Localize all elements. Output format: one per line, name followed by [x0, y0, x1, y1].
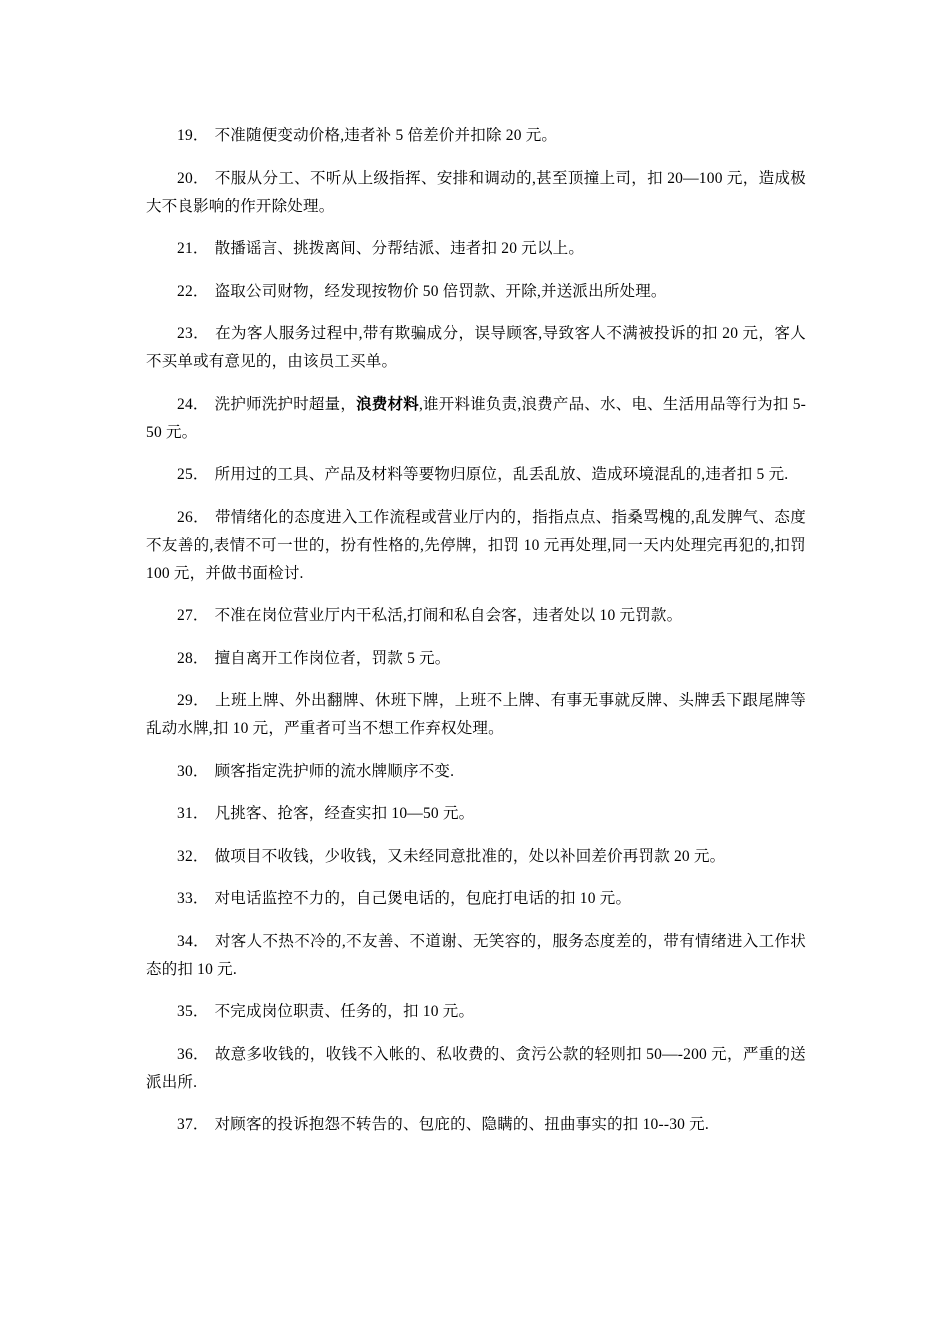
item-text: 对电话监控不力的，自己煲电话的，包庇打电话的扣 10 元。 — [214, 890, 632, 907]
item-number: 30． — [177, 762, 209, 780]
rule-item-29 — [146, 687, 806, 743]
document-body — [146, 122, 806, 1154]
rule-item-23 — [146, 320, 806, 376]
item-number: 29． — [177, 692, 210, 709]
rule-item-37 — [146, 1111, 806, 1139]
rule-item-36 — [146, 1041, 806, 1097]
rule-item-27 — [146, 602, 806, 630]
item-number: 20． — [177, 169, 209, 187]
item-number: 25． — [177, 466, 209, 483]
item-text: 上班上牌、外出翻牌、休班下牌，上班不上牌、有事无事就反牌、头牌丢下跟尾牌等乱动水牌,扣 10 元，严重者可当不想工作弃权处理。 — [146, 692, 806, 737]
item-number: 21． — [177, 240, 209, 257]
item-text: 对客人不热不冷的,不友善、不道谢、无笑容的，服务态度差的，带有情绪进入工作状态的扣 10 元. — [146, 932, 806, 978]
item-number: 22． — [177, 282, 209, 300]
item-number: 24． — [177, 395, 209, 413]
item-text: 不准随便变动价格,违者补 5 倍差价并扣除 20 元。 — [214, 127, 558, 144]
item-number: 26． — [177, 508, 209, 526]
item-text: 不准在岗位营业厅内干私活,打闹和私自会客，违者处以 10 元罚款。 — [214, 607, 683, 624]
item-number: 19． — [177, 127, 209, 144]
item-text: 做项目不收钱，少收钱，又未经同意批准的，处以补回差价再罚款 20 元。 — [214, 847, 726, 865]
item-number: 27． — [177, 607, 209, 624]
item-text: 带情绪化的态度进入工作流程或营业厅内的，指指点点、指桑骂槐的,乱发脾气、态度不友善的,表情不可一世的，扮有性格的,先停牌，扣罚 10 元再处理,同一天内处理完再犯的,扣罚 100 元，并做书面检讨. — [146, 508, 806, 582]
rule-item-19 — [146, 122, 806, 150]
item-number: 31． — [177, 805, 209, 822]
item-text: 擅自离开工作岗位者，罚款 5 元。 — [214, 649, 451, 667]
rule-item-25 — [146, 461, 806, 489]
item-number: 33． — [177, 890, 209, 907]
item-text: 盗取公司财物，经发现按物价 50 倍罚款、开除,并送派出所处理。 — [214, 282, 667, 300]
rule-item-28 — [146, 645, 806, 673]
rule-item-20 — [146, 165, 806, 221]
rule-item-35 — [146, 998, 806, 1026]
rule-item-22 — [146, 278, 806, 306]
item-number: 32． — [177, 847, 209, 865]
rule-item-31 — [146, 800, 806, 828]
rule-item-26 — [146, 504, 806, 588]
item-text: 在为客人服务过程中,带有欺骗成分，误导顾客,导致客人不满被投诉的扣 20 元，客人不买单或有意见的，由该员工买单。 — [146, 325, 806, 370]
item-number: 37． — [177, 1116, 209, 1133]
item-text: 散播谣言、挑拨离间、分帮结派、违者扣 20 元以上。 — [214, 240, 585, 257]
rule-item-24 — [146, 391, 806, 447]
rule-item-34 — [146, 928, 806, 984]
item-number: 28． — [177, 649, 209, 667]
rule-item-32 — [146, 843, 806, 871]
item-number: 36． — [177, 1045, 209, 1063]
item-number: 23． — [177, 325, 210, 342]
item-text-bold: 浪费材料 — [356, 395, 419, 413]
item-text: 不完成岗位职责、任务的，扣 10 元。 — [214, 1003, 475, 1020]
item-text: 不服从分工、不听从上级指挥、安排和调动的,甚至顶撞上司，扣 20—100 元，造成极大不良影响的作开除处理。 — [146, 169, 806, 215]
item-text-before: 洗护师洗护时超量， — [214, 395, 357, 413]
rule-item-33 — [146, 885, 806, 913]
rule-item-30 — [146, 758, 806, 786]
item-text-after: ,谁开料谁负责,浪费产品、水、电、生活用品等行为扣 5-50 元。 — [146, 395, 807, 441]
rule-item-21 — [146, 235, 806, 263]
item-text: 顾客指定洗护师的流水牌顺序不变. — [214, 762, 455, 780]
item-number: 35． — [177, 1003, 209, 1020]
item-text: 对顾客的投诉抱怨不转告的、包庇的、隐瞒的、扭曲事实的扣 10--30 元. — [214, 1116, 709, 1133]
item-text: 故意多收钱的，收钱不入帐的、私收费的、贪污公款的轻则扣 50—-200 元，严重的送派出所. — [146, 1045, 806, 1091]
item-number: 34． — [177, 932, 209, 950]
item-text: 凡挑客、抢客，经查实扣 10—50 元。 — [214, 805, 475, 822]
item-text: 所用过的工具、产品及材料等要物归原位，乱丢乱放、造成环境混乱的,违者扣 5 元. — [214, 466, 789, 483]
